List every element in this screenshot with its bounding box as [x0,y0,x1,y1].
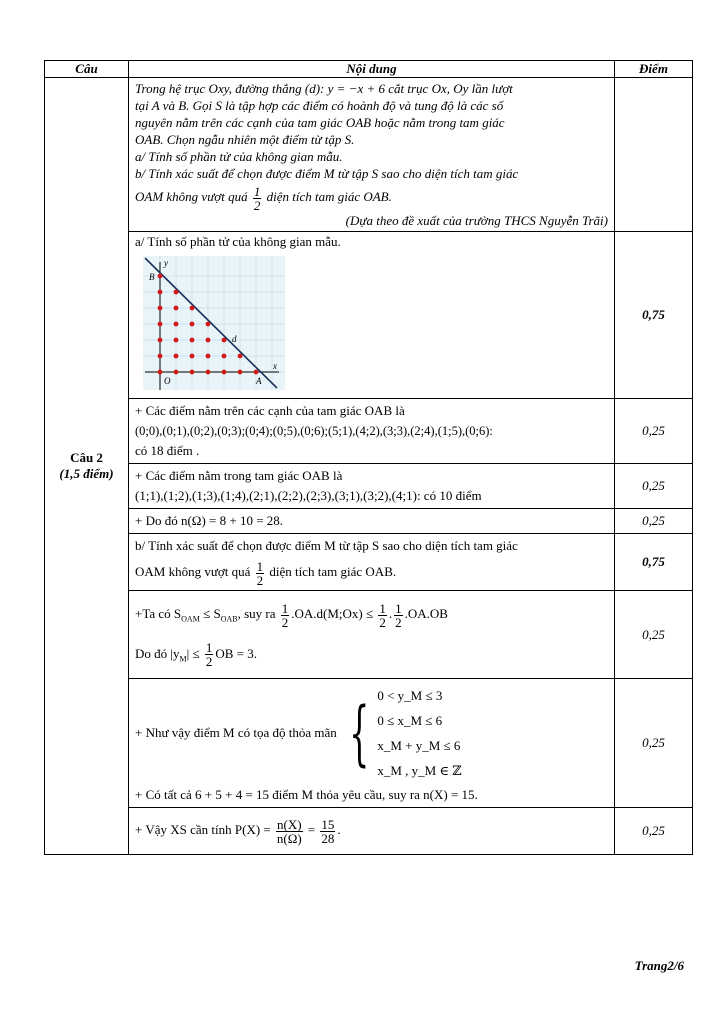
lattice-point [158,338,163,343]
inner-points-intro: + Các điểm nằm trong tam giác OAB là [135,468,343,483]
condition-line: 0 ≤ x_M ≤ 6 [377,713,443,729]
text: = [307,822,316,838]
fraction-num: 1 [256,558,264,574]
area-cell [129,591,615,679]
fraction-half [394,602,403,629]
score-condition: 0,25 [615,679,693,808]
inner-points-row [45,464,693,509]
inner-points-cell [129,464,615,509]
lattice-point [206,322,211,327]
header-noi-dung: Nội dung [129,61,615,78]
total-cell [129,509,615,534]
brace-icon: { [349,692,370,775]
condition-cell [129,679,615,808]
text: .OA.OB [404,606,448,621]
axis-label-x: x [273,361,277,371]
text: OB = 3. [215,645,258,661]
fraction-den: 2 [379,614,386,630]
header-cau: Câu [45,61,129,78]
lattice-point [158,370,163,375]
area-line-1: +Ta có $S_{OAM} \le S_{OAB}$, suy ra $\frac{1}{2}$ .OA.d(M;Ox) ≤ $\frac{1}{2}$ . $\frac{1}{2}$ .OA.OB [135,600,448,630]
fraction-num: 1 [281,600,289,616]
lattice-point [174,322,179,327]
score-empty [615,78,693,232]
fraction-den: 2 [256,572,264,588]
text: +Ta có S [135,606,182,621]
lattice-point [174,338,179,343]
score-b: 0,75 [615,534,693,591]
text: | ≤ [186,645,200,661]
fraction-num: 15 [321,816,335,832]
grading-table [44,60,693,855]
lattice-point [206,354,211,359]
lattice-point [158,306,163,311]
lattice-point [254,370,259,375]
lattice-point [222,338,227,343]
subscript: OAM [181,614,200,624]
header-diem: Điểm [615,61,693,78]
fraction-half [205,641,214,668]
solution-b-title-2 [135,556,608,588]
fraction-probability [276,818,303,845]
point-label-o: O [164,376,171,386]
text: OAM không vượt quá [135,564,251,579]
text: Do đó |y [135,645,180,661]
edge-points-count: có 18 điểm . [135,443,200,458]
condition-line: x_M , y_M ∈ ℤ [377,763,462,779]
subscript: M [179,654,187,664]
edge-points-intro: + Các điểm nằm trên các cạnh của tam giác OAB là [135,403,405,418]
table-header-row [45,61,693,78]
lattice-point [190,354,195,359]
lattice-point [174,290,179,295]
area-line-2 [135,637,608,677]
total-row [45,509,693,534]
edge-points-cell [129,399,615,464]
problem-row [45,78,693,232]
probability-cell [129,808,615,855]
fraction-num: 1 [395,600,402,616]
lattice-point [238,370,243,375]
lattice-point [190,370,195,375]
fraction-den: 2 [205,654,213,670]
fraction-num: 1 [205,640,213,656]
problem-source: (Dựa theo đề xuất của trường THCS Nguyễn Trãi) [345,213,608,228]
lattice-point [206,370,211,375]
lattice-point [158,290,163,295]
lattice-point [222,370,227,375]
fraction-half [281,602,290,629]
condition-intro: + Như vậy điểm M có tọa độ thỏa mãn [135,725,337,741]
lattice-point [206,338,211,343]
solution-b-row [45,534,693,591]
problem-part-b-2 [135,182,608,212]
text: diện tích tam giác OAB. [269,564,397,579]
text: OAM không vượt quá [135,189,248,204]
fraction-num: 1 [379,600,386,616]
line-label-d: d [232,334,237,344]
problem-line: tại A và B. Gọi S là tập hợp các điểm có hoành độ và tung độ là các số [135,98,504,113]
fraction-den: 2 [281,614,289,630]
lattice-point [238,354,243,359]
score-area: 0,25 [615,591,693,679]
problem-part-a: a/ Tính số phần tử của không gian mẫu. [135,149,343,164]
lattice-point [174,354,179,359]
solution-a-cell [129,232,615,399]
coordinate-graph [143,256,285,390]
text: + Vậy XS cần tính P(X) = [135,822,271,838]
fraction-num: 1 [253,183,261,199]
problem-line: nguyên nằm trên các cạnh của tam giác OAB hoặc nằm trong tam giác [135,115,505,130]
edge-points-row [45,399,693,464]
subscript: OAB [220,614,238,624]
system-of-inequalities [337,683,462,783]
condition-system [135,683,608,783]
fraction-den: 28 [321,830,335,846]
probability-row [45,808,693,855]
text: ≤ S [199,606,221,621]
point-label-b: B [149,272,155,282]
point-label-a: A [256,376,262,386]
text: .OA.d(M;Ox) ≤ [291,606,374,621]
lattice-point [174,370,179,375]
area-row [45,591,693,679]
problem-line: Trong hệ trục Oxy, đường thẳng (d): y = −x + 6 cắt trục Ox, Oy lần lượt [135,81,513,96]
total-text: + Do đó n(Ω) = 8 + 10 = 28. [135,513,284,528]
score-probability: 0,25 [615,808,693,855]
edge-points-list: (0;0),(0;1),(0;2),(0;3);(0;4);(0;5),(0;6);(5;1),(4;2),(3;3),(2;4),(1;5),(0;6): [135,424,493,438]
solution-a-row [45,232,693,399]
condition-line: x_M + y_M ≤ 6 [377,738,461,754]
condition-row [45,679,693,808]
score-edge: 0,25 [615,399,693,464]
fraction-result [320,818,335,845]
question-label: Câu 2 [70,450,103,466]
text: diện tích tam giác OAB. [266,189,392,204]
question-label-cell [45,78,129,855]
problem-line: OAB. Chọn ngẫu nhiên một điểm từ tập S. [135,132,355,147]
solution-b-cell [129,534,615,591]
score-total: 0,25 [615,509,693,534]
count-text: + Có tất cả 6 + 5 + 4 = 15 điểm M thỏa yêu cầu, suy ra n(X) = 15. [135,787,478,803]
problem-part-b: b/ Tính xác suất để chọn được điểm M từ tập S sao cho diện tích tam giác [135,166,519,181]
score-a: 0,75 [615,232,693,399]
condition-line: 0 < y_M ≤ 3 [377,688,443,704]
fraction-den: n(Ω) [276,830,302,846]
fraction-den: 2 [253,197,261,213]
lattice-point [190,338,195,343]
lattice-point [158,354,163,359]
problem-statement [129,78,615,232]
lattice-point [190,306,195,311]
fraction-half [253,185,262,212]
lattice-point [174,306,179,311]
question-points: (1,5 điểm) [59,466,114,482]
axis-label-y: y [164,258,168,268]
system-lines [377,683,461,783]
page-number: Trang2/6 [634,958,684,973]
fraction-den: 2 [395,614,402,630]
fraction-num: n(X) [277,816,302,832]
lattice-point [158,322,163,327]
solution-a-title: a/ Tính số phần tử của không gian mẫu. [135,234,341,249]
fraction-half [378,602,387,629]
fraction-half [256,560,265,587]
score-inner: 0,25 [615,464,693,509]
inner-points-list: (1;1),(1;2),(1;3),(1;4),(2;1),(2;2),(2;3),(3;1),(3;2),(4;1): có 10 điểm [135,488,482,503]
solution-b-title: b/ Tính xác suất để chọn được điểm M từ tập S sao cho diện tích tam giác [135,538,518,553]
lattice-point [158,274,163,279]
text: , suy ra [237,606,276,621]
lattice-point [190,322,195,327]
probability-line: + Vậy XS cần tính P(X) = $\frac{n(X)}{n(\Omega)}$ = $\frac{15}{28}$ . [135,816,341,846]
lattice-point [222,354,227,359]
